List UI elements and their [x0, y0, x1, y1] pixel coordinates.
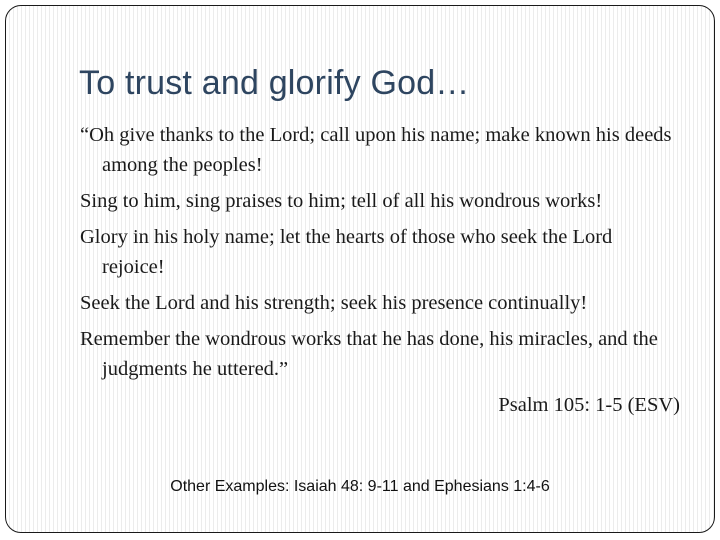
slide-title: To trust and glorify God…	[79, 64, 470, 102]
scripture-paragraph: “Oh give thanks to the Lord; call upon his name; make known his deeds among the peoples!	[80, 124, 672, 176]
scripture-paragraph: Seek the Lord and his strength; seek his presence continually!	[80, 292, 588, 314]
scripture-body	[80, 120, 680, 420]
scripture-paragraph: Glory in his holy name; let the hearts of those who seek the Lord rejoice!	[80, 226, 613, 278]
scripture-paragraph: Sing to him, sing praises to him; tell of all his wondrous works!	[80, 190, 603, 212]
footer-examples: Other Examples: Isaiah 48: 9-11 and Ephesians 1:4-6	[170, 478, 550, 495]
slide	[5, 5, 715, 533]
scripture-citation: Psalm 105: 1-5 (ESV)	[498, 394, 680, 416]
scripture-paragraph: Remember the wondrous works that he has done, his miracles, and the judgments he uttered.”	[80, 328, 658, 380]
